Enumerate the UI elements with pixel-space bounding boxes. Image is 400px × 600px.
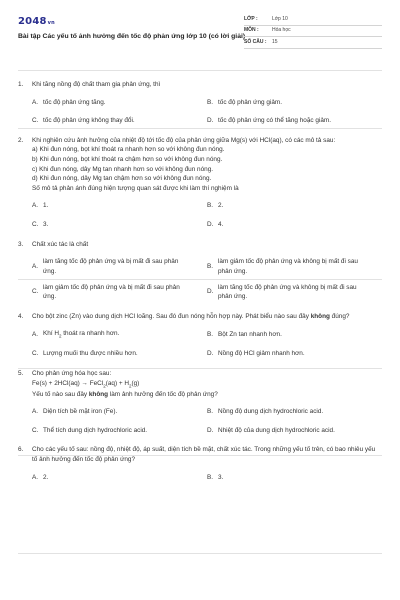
answer-text-part: thoát ra nhanh hơn. <box>61 330 120 338</box>
question-text: Chất xúc tác là chất <box>32 240 89 248</box>
answer-letter: B. <box>207 263 214 271</box>
answer-letter: C. <box>32 221 39 229</box>
answer-text: Diện tích bề mặt iron (Fe). <box>43 408 118 416</box>
answer-option-c[interactable] <box>32 426 207 436</box>
question-4 <box>18 312 382 359</box>
answer-text: tốc độ phản ứng tăng. <box>43 98 106 106</box>
answer-text: Nồng độ HCl giảm nhanh hơn. <box>218 350 305 358</box>
answer-option-d[interactable] <box>207 349 382 359</box>
answer-option-b[interactable] <box>207 257 382 276</box>
question-text-part: Yếu tố nào sau đây <box>32 390 89 398</box>
subscript: 2 <box>128 382 132 388</box>
answer-letter: B. <box>207 202 214 210</box>
chemical-equation <box>32 379 382 390</box>
answer-text: 1. <box>43 202 49 210</box>
question-5 <box>18 369 382 435</box>
equation-part: (g) <box>131 379 140 387</box>
statement: c) Khi đun nóng, dây Mg tan nhanh hơn so với không đun nóng. <box>32 165 214 173</box>
answer-text: 2. <box>43 473 49 481</box>
answer-text: làm giảm tốc độ phản ứng và bị mất đi sau phản ứng. <box>43 283 180 301</box>
answer-text: 3. <box>218 473 224 481</box>
question-number: 1. <box>18 81 24 88</box>
answer-letter: D. <box>207 426 214 434</box>
answer-text: Bột Zn tan nhanh hơn. <box>218 331 282 339</box>
meta-row-count <box>244 37 382 49</box>
question-number: 5. <box>18 370 24 377</box>
document-header <box>18 14 382 62</box>
answer-letter: C. <box>32 288 39 296</box>
answer-option-d[interactable] <box>207 220 382 230</box>
answer-option-a[interactable] <box>32 98 207 108</box>
question-text-part: làm ảnh hưởng đến tốc độ phản ứng? <box>108 390 218 398</box>
meta-value: 15 <box>272 38 278 45</box>
meta-value: Lớp 10 <box>272 15 288 22</box>
question-prompt: Số mô tả phản ánh đúng hiện tượng quan sát được khi làm thí nghiệm là <box>32 184 239 192</box>
question-number: 4. <box>18 312 24 320</box>
answer-text: 3. <box>43 221 49 229</box>
document-meta <box>244 14 382 49</box>
question-3 <box>18 240 382 302</box>
answer-text: 4. <box>218 221 224 229</box>
meta-row-subject <box>244 26 382 38</box>
question-divider <box>18 279 382 280</box>
answer-text: tốc độ phản ứng có thể tăng hoặc giảm. <box>218 117 331 125</box>
answer-letter: A. <box>32 473 39 481</box>
subscript: 2 <box>58 333 62 339</box>
answer-option-c[interactable] <box>32 220 207 230</box>
answer-text-part: Khí H <box>43 330 59 338</box>
answer-letter: B. <box>207 473 214 481</box>
answer-option-b[interactable] <box>207 329 382 340</box>
answer-option-b[interactable] <box>207 98 382 108</box>
question-text <box>32 312 382 322</box>
answer-letter: B. <box>207 408 214 416</box>
header-divider <box>18 70 382 71</box>
answer-letter: D. <box>207 117 214 125</box>
question-number: 3. <box>18 240 24 248</box>
answer-text: Thể tích dung dịch hydrochloric acid. <box>43 426 148 434</box>
statement: d) Khi đun nóng, dây Mg tan chậm hơn so với không đun nóng. <box>32 175 212 183</box>
answer-options <box>32 407 382 435</box>
question-divider <box>18 128 382 129</box>
question-divider <box>18 455 382 456</box>
subscript: 2 <box>103 382 106 388</box>
logo-text: 2048 <box>18 16 47 27</box>
meta-row-grade <box>244 14 382 26</box>
statement: b) Khi đun nóng, bọt khí thoát ra chậm hơn so với không đun nóng. <box>32 156 223 164</box>
answer-text: làm giảm tốc độ phản ứng và không bị mất đi sau phản ứng. <box>218 258 358 275</box>
answer-option-a[interactable] <box>32 257 207 276</box>
answer-letter: A. <box>32 331 39 339</box>
answer-text: làm tăng tốc độ phản ứng và không bị mất đi sau phản ứng. <box>218 283 357 301</box>
answer-option-a[interactable] <box>32 407 207 417</box>
page-title: Bài tập Các yếu tố ảnh hưởng đến tốc độ phản ứng lớp 10 (có lời giải) <box>18 33 246 40</box>
question-text: Cho các yếu tố sau: nồng độ, nhiệt độ, áp suất, diện tích bề mặt, chất xúc tác. Trong những yếu tố trên, có bao nhiêu yếu tố ảnh hưởng đến tốc độ phản ứng? <box>32 446 376 464</box>
answer-options <box>32 201 382 229</box>
answer-options <box>32 329 382 359</box>
answer-options <box>32 473 382 483</box>
answer-text: Nhiệt độ của dung dịch hydrochloric acid. <box>218 426 335 434</box>
meta-key: LỚP : <box>244 15 258 22</box>
question-emphasis: không <box>88 390 109 398</box>
answer-letter: B. <box>207 331 214 339</box>
answer-letter: A. <box>32 263 39 271</box>
answer-letter: D. <box>207 350 214 358</box>
answer-text: Nồng độ dung dịch hydrochloric acid. <box>218 408 324 416</box>
meta-key: MÔN : <box>244 27 259 33</box>
answer-letter: A. <box>32 408 39 416</box>
question-emphasis: không <box>310 312 330 320</box>
meta-key: SỐ CÂU : <box>244 38 267 45</box>
answer-options <box>32 98 382 126</box>
question-list <box>18 80 382 492</box>
answer-option-b[interactable] <box>207 201 382 211</box>
answer-letter: C. <box>32 426 39 434</box>
question-text-part: đúng? <box>329 312 350 320</box>
answer-letter: A. <box>32 98 39 106</box>
question-text: Khi nghiên cứu ảnh hưởng của nhiệt độ tới tốc độ của phản ứng giữa Mg(s) với HCl(aq), có các mô tả sau: <box>32 136 336 144</box>
answer-letter: A. <box>32 202 39 210</box>
answer-option-a[interactable] <box>32 329 207 340</box>
answer-letter: B. <box>207 98 214 106</box>
equation-part: (aq) + H <box>105 379 129 387</box>
equation-part: Fe(s) + 2HCl(aq) → FeCl <box>32 379 104 387</box>
answer-letter: C. <box>32 117 39 125</box>
answer-text: tốc độ phản ứng giảm. <box>218 98 282 106</box>
answer-option-c[interactable] <box>32 283 207 302</box>
question-divider <box>18 553 382 554</box>
question-text: Cho phản ứng hóa học sau: <box>32 370 112 377</box>
answer-option-d[interactable] <box>207 116 382 126</box>
question-text: Khi tăng nồng độ chất tham gia phản ứng, thì <box>32 81 161 88</box>
question-6 <box>18 445 382 482</box>
answer-option-c[interactable] <box>32 349 207 359</box>
answer-option-b[interactable] <box>207 473 382 483</box>
question-2 <box>18 136 382 230</box>
question-divider <box>18 368 382 369</box>
answer-text <box>43 329 119 340</box>
question-prompt <box>32 390 382 400</box>
answer-letter: C. <box>32 350 39 358</box>
question-number: 6. <box>18 446 24 454</box>
question-text-part: Cho bột zinc (Zn) vào dung dịch HCl loãng. Sau đó đun nóng hỗn hợp này. Phát biểu nào sau đây <box>32 312 311 320</box>
statement: a) Khi đun nóng, bọt khí thoát ra nhanh hơn so với không đun nóng. <box>32 146 225 154</box>
answer-letter: D. <box>207 288 214 296</box>
answer-letter: D. <box>207 221 214 229</box>
answer-option-c[interactable] <box>32 116 207 126</box>
answer-text: 2. <box>218 202 224 210</box>
answer-text: làm tăng tốc độ phản ứng và bị mất đi sau phản ứng. <box>43 258 179 275</box>
answer-option-d[interactable] <box>207 426 382 436</box>
answer-option-a[interactable] <box>32 201 207 211</box>
answer-text: Lượng muối thu được nhiều hơn. <box>43 350 138 358</box>
meta-value: Hóa học <box>272 27 291 33</box>
logo-suffix: vn <box>47 20 55 26</box>
answer-option-b[interactable] <box>207 407 382 417</box>
answer-option-d[interactable] <box>207 283 382 302</box>
question-number: 2. <box>18 136 24 144</box>
answer-text: tốc độ phản ứng không thay đổi. <box>43 117 135 125</box>
question-1 <box>18 80 382 126</box>
answer-option-a[interactable] <box>32 473 207 483</box>
